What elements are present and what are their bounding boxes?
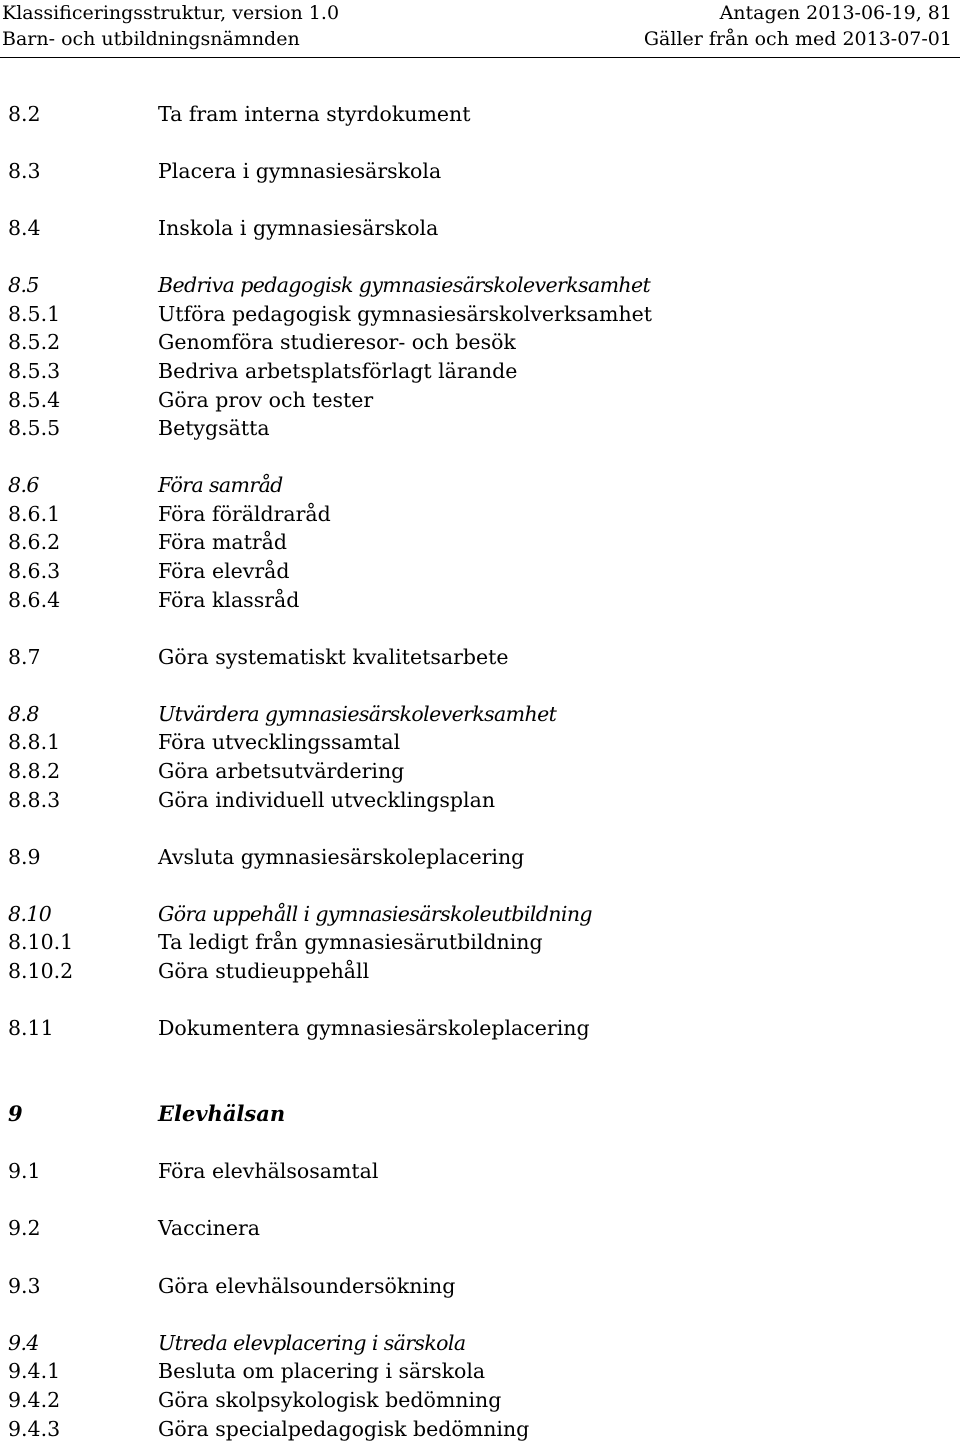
classification-entry bbox=[0, 957, 960, 986]
entry-number: 8.10.2 bbox=[8, 959, 74, 983]
classification-entry bbox=[0, 1014, 960, 1043]
entry-number: 8.8.2 bbox=[8, 759, 61, 783]
classification-entry bbox=[0, 471, 960, 500]
entry-title: Inskola i gymnasiesärskola bbox=[158, 216, 439, 240]
entry-number: 8.5 bbox=[8, 273, 39, 297]
entry-number: 8.10 bbox=[8, 902, 52, 926]
entry-number: 9.4.1 bbox=[8, 1359, 61, 1383]
classification-entry bbox=[0, 357, 960, 386]
classification-entry bbox=[0, 1386, 960, 1415]
entry-title: Utföra pedagogisk gymnasiesärskolverksamhet bbox=[158, 302, 653, 326]
classification-entry bbox=[0, 928, 960, 957]
entry-title: Föra elevhälsosamtal bbox=[158, 1159, 379, 1183]
entry-title: Föra utvecklingssamtal bbox=[158, 730, 401, 754]
entry-title: Ta fram interna styrdokument bbox=[158, 102, 471, 126]
entry-number: 8.8.1 bbox=[8, 730, 61, 754]
entry-number: 8.5.2 bbox=[8, 330, 61, 354]
entry-title: Föra föräldraråd bbox=[158, 502, 331, 526]
entry-title: Bedriva arbetsplatsförlagt lärande bbox=[158, 359, 518, 383]
entry-number: 9.3 bbox=[8, 1274, 41, 1298]
classification-entry bbox=[0, 843, 960, 872]
entry-title: Placera i gymnasiesärskola bbox=[158, 159, 442, 183]
classification-entry bbox=[0, 728, 960, 757]
entry-title: Göra systematiskt kvalitetsarbete bbox=[158, 645, 509, 669]
entry-number: 9.1 bbox=[8, 1159, 41, 1183]
entry-title: Ta ledigt från gymnasiesärutbildning bbox=[158, 930, 543, 954]
classification-entry bbox=[0, 271, 960, 300]
classification-entry bbox=[0, 586, 960, 615]
entry-number: 8.2 bbox=[8, 102, 41, 126]
entry-title: Göra skolpsykologisk bedömning bbox=[158, 1388, 502, 1412]
entry-title: Göra prov och tester bbox=[158, 388, 374, 412]
entry-title: Göra uppehåll i gymnasiesärskoleutbildning bbox=[158, 902, 592, 926]
entry-title: Genomföra studieresor- och besök bbox=[158, 330, 516, 354]
entry-title: Föra matråd bbox=[158, 530, 288, 554]
entry-number: 9.4 bbox=[8, 1331, 39, 1355]
entry-title: Göra individuell utvecklingsplan bbox=[158, 788, 496, 812]
entry-number: 8.5.5 bbox=[8, 416, 61, 440]
entry-number: 8.5.3 bbox=[8, 359, 61, 383]
entry-number: 8.10.1 bbox=[8, 930, 74, 954]
entry-number: 8.6.4 bbox=[8, 588, 61, 612]
entry-title: Göra arbetsutvärdering bbox=[158, 759, 405, 783]
entry-number: 8.6.1 bbox=[8, 502, 61, 526]
classification-entry bbox=[0, 700, 960, 729]
classification-entry bbox=[0, 386, 960, 415]
classification-entry bbox=[0, 300, 960, 329]
entry-number: 8.5.4 bbox=[8, 388, 61, 412]
entry-number: 8.3 bbox=[8, 159, 41, 183]
adoption-date: Antagen 2013-06-19, 81 bbox=[719, 2, 952, 24]
classification-entry bbox=[0, 557, 960, 586]
entry-number: 9.4.2 bbox=[8, 1388, 61, 1412]
entry-title: Utreda elevplacering i särskola bbox=[158, 1331, 466, 1355]
entry-title: Föra samråd bbox=[158, 473, 283, 497]
classification-entry bbox=[0, 757, 960, 786]
entry-title: Göra elevhälsoundersökning bbox=[158, 1274, 456, 1298]
classification-entry bbox=[0, 786, 960, 815]
entry-title: Besluta om placering i särskola bbox=[158, 1359, 486, 1383]
classification-entry bbox=[0, 157, 960, 186]
classification-entry bbox=[0, 1157, 960, 1186]
entry-title: Betygsätta bbox=[158, 416, 270, 440]
classification-entry bbox=[0, 900, 960, 929]
classification-entry bbox=[0, 1357, 960, 1386]
document-title: Klassificeringsstruktur, version 1.0 bbox=[2, 2, 340, 24]
classification-entry bbox=[0, 100, 960, 129]
classification-entry bbox=[0, 1214, 960, 1243]
entry-title: Göra studieuppehåll bbox=[158, 959, 370, 983]
organization-name: Barn- och utbildningsnämnden bbox=[2, 28, 300, 50]
classification-entry bbox=[0, 528, 960, 557]
entry-title: Elevhälsan bbox=[158, 1101, 286, 1126]
entry-number: 8.8.3 bbox=[8, 788, 61, 812]
entry-title: Avsluta gymnasiesärskoleplacering bbox=[158, 845, 525, 869]
classification-entry bbox=[0, 328, 960, 357]
entry-title: Dokumentera gymnasiesärskoleplacering bbox=[158, 1016, 590, 1040]
entry-title: Föra klassråd bbox=[158, 588, 300, 612]
classification-entry bbox=[0, 500, 960, 529]
classification-entry bbox=[0, 1415, 960, 1444]
entry-number: 9.2 bbox=[8, 1216, 41, 1240]
effective-date: Gäller från och med 2013-07-01 bbox=[643, 28, 952, 50]
entry-title: Göra specialpedagogisk bedömning bbox=[158, 1417, 530, 1441]
entry-number: 8.8 bbox=[8, 702, 39, 726]
entry-number: 8.6 bbox=[8, 473, 39, 497]
classification-entry bbox=[0, 214, 960, 243]
chapter-heading bbox=[0, 1099, 960, 1128]
classification-entry bbox=[0, 643, 960, 672]
classification-entry bbox=[0, 414, 960, 443]
classification-entry bbox=[0, 1329, 960, 1358]
entry-number: 8.11 bbox=[8, 1016, 54, 1040]
entry-number: 8.9 bbox=[8, 845, 41, 869]
entry-number: 8.6.2 bbox=[8, 530, 61, 554]
entry-title: Vaccinera bbox=[158, 1216, 261, 1240]
entry-number: 9 bbox=[8, 1101, 23, 1126]
entry-title: Utvärdera gymnasiesärskoleverksamhet bbox=[158, 702, 557, 726]
entry-title: Föra elevråd bbox=[158, 559, 290, 583]
entry-title: Bedriva pedagogisk gymnasiesärskoleverksamhet bbox=[158, 273, 651, 297]
entry-number: 9.4.3 bbox=[8, 1417, 61, 1441]
entry-number: 8.4 bbox=[8, 216, 41, 240]
entry-number: 8.5.1 bbox=[8, 302, 61, 326]
entry-number: 8.7 bbox=[8, 645, 41, 669]
entry-number: 8.6.3 bbox=[8, 559, 61, 583]
classification-entry bbox=[0, 1272, 960, 1301]
